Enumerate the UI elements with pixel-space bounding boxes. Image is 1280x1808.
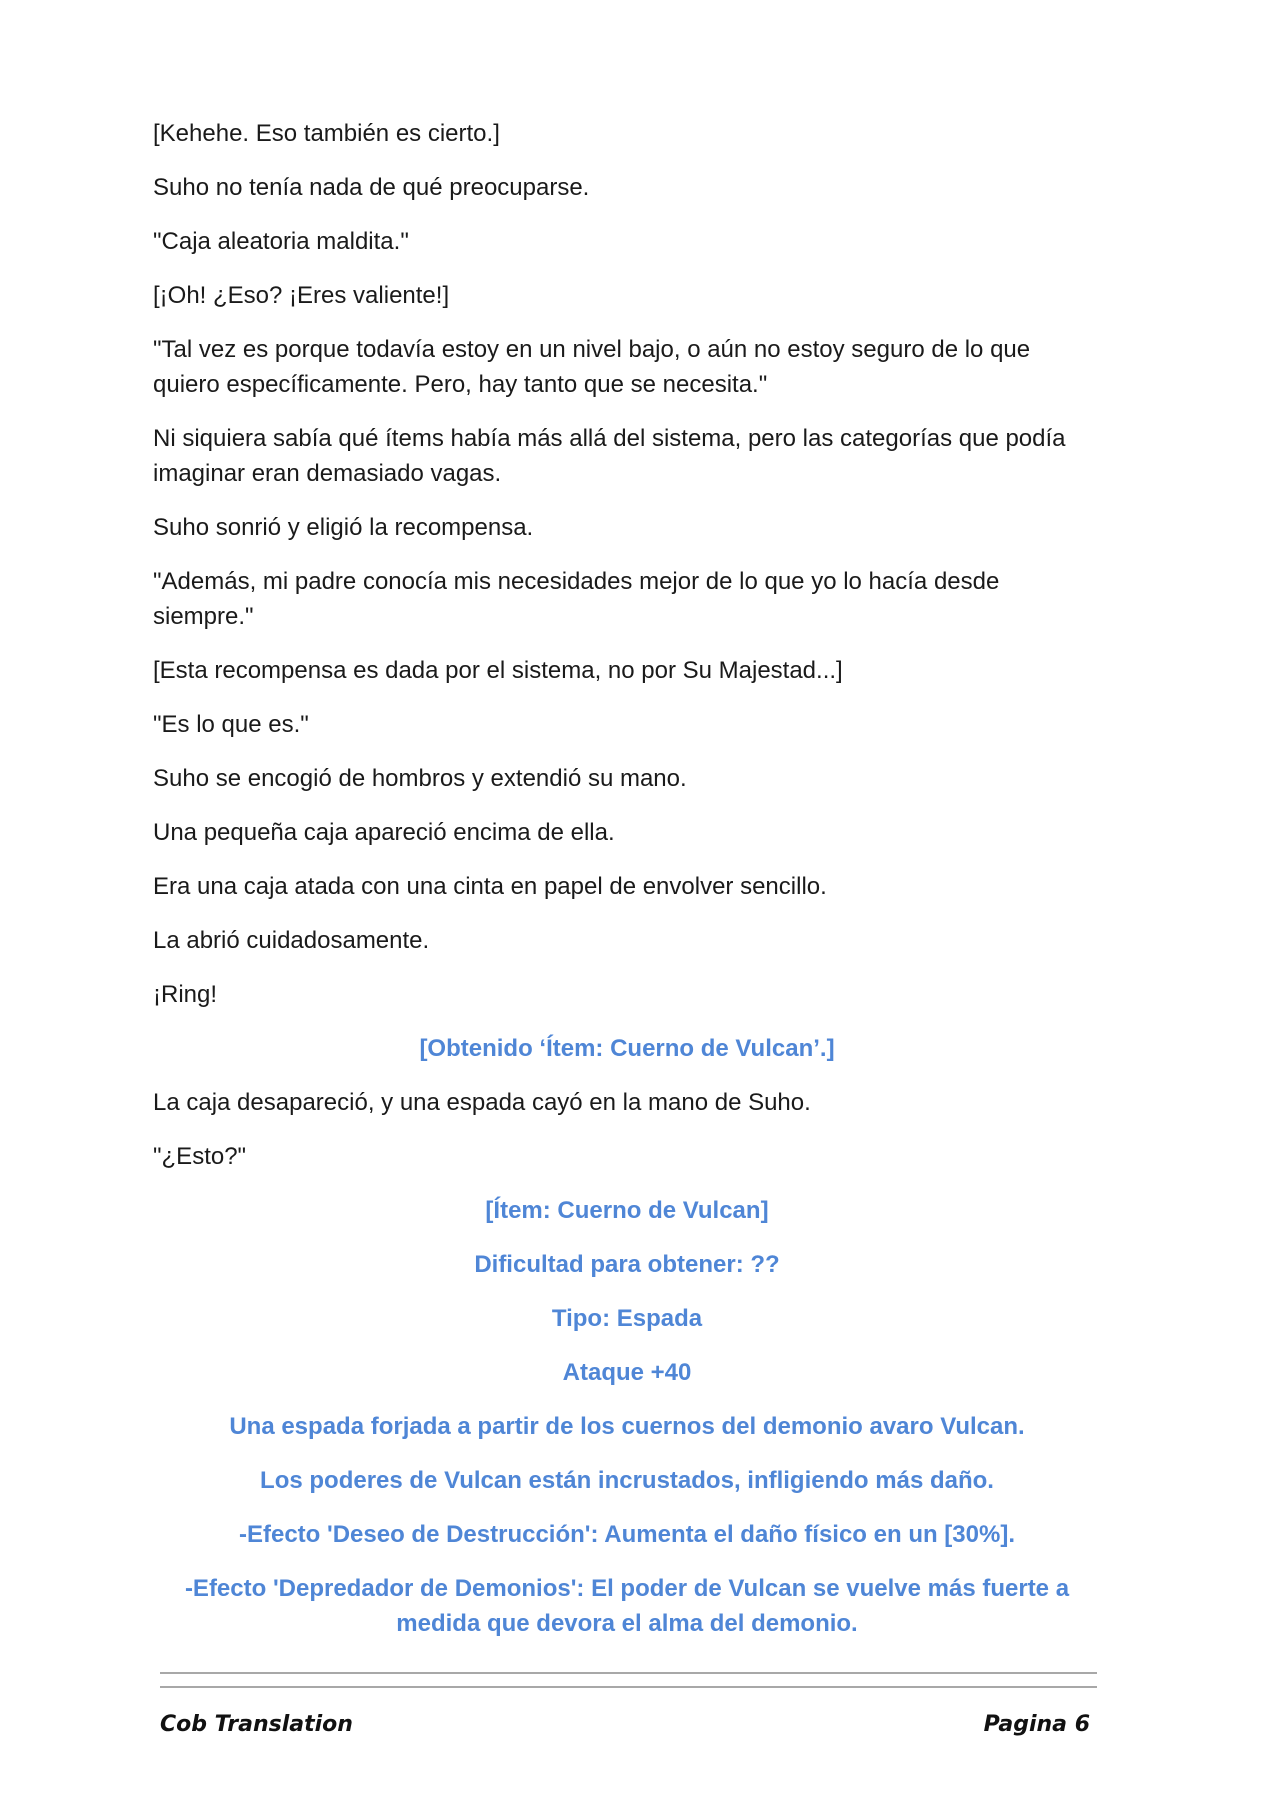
footer-credit: Cob Translation: [160, 1712, 353, 1737]
paragraph: [¡Oh! ¿Eso? ¡Eres valiente!]: [153, 282, 450, 309]
paragraph: La caja desapareció, y una espada cayó en la mano de Suho.: [153, 1089, 811, 1116]
paragraph: "Tal vez es porque todavía estoy en un nivel bajo, o aún no estoy seguro de lo que quiero específicamente. Pero, hay tanto que se necesita.": [153, 336, 1031, 398]
paragraph: Ni siquiera sabía qué ítems había más allá del sistema, pero las categorías que podía imaginar eran demasiado vagas.: [153, 425, 1066, 487]
footer-divider: [160, 1672, 1097, 1674]
item-effect: -Efecto 'Depredador de Demonios': El poder de Vulcan se vuelve más fuerte a medida que devora el alma del demonio.: [184, 1575, 1070, 1637]
item-description: Los poderes de Vulcan están incrustados, infligiendo más daño.: [260, 1467, 994, 1494]
paragraph: Suho sonrió y eligió la recompensa.: [153, 514, 534, 541]
paragraph: Una pequeña caja apareció encima de ella.: [153, 819, 615, 846]
document-body: [153, 116, 1101, 1660]
item-type: Tipo: Espada: [551, 1305, 703, 1332]
paragraph: [Esta recompensa es dada por el sistema, no por Su Majestad...]: [153, 657, 843, 684]
paragraph: [Kehehe. Eso también es cierto.]: [153, 120, 500, 147]
item-description: Una espada forjada a partir de los cuernos del demonio avaro Vulcan.: [229, 1413, 1025, 1440]
system-message: [Obtenido ‘Ítem: Cuerno de Vulcan’.]: [419, 1035, 835, 1062]
paragraph: La abrió cuidadosamente.: [153, 927, 430, 954]
paragraph: Suho se encogió de hombros y extendió su mano.: [153, 765, 687, 792]
item-attack: Ataque +40: [562, 1359, 692, 1386]
item-title: [Ítem: Cuerno de Vulcan]: [485, 1197, 769, 1224]
item-difficulty: Dificultad para obtener: ??: [474, 1251, 780, 1278]
paragraph: Era una caja atada con una cinta en papel de envolver sencillo.: [153, 873, 827, 900]
paragraph: "¿Esto?": [153, 1143, 247, 1170]
paragraph: Suho no tenía nada de qué preocuparse.: [153, 174, 590, 201]
page-number: Pagina 6: [983, 1712, 1090, 1737]
paragraph: ¡Ring!: [153, 981, 218, 1008]
item-effect: -Efecto 'Deseo de Destrucción': Aumenta el daño físico en un [30%].: [238, 1521, 1015, 1548]
paragraph: "Es lo que es.": [153, 711, 309, 738]
footer-divider: [160, 1686, 1097, 1688]
paragraph: "Además, mi padre conocía mis necesidades mejor de lo que yo lo hacía desde siempre.": [153, 568, 1000, 630]
paragraph: "Caja aleatoria maldita.": [153, 228, 409, 255]
